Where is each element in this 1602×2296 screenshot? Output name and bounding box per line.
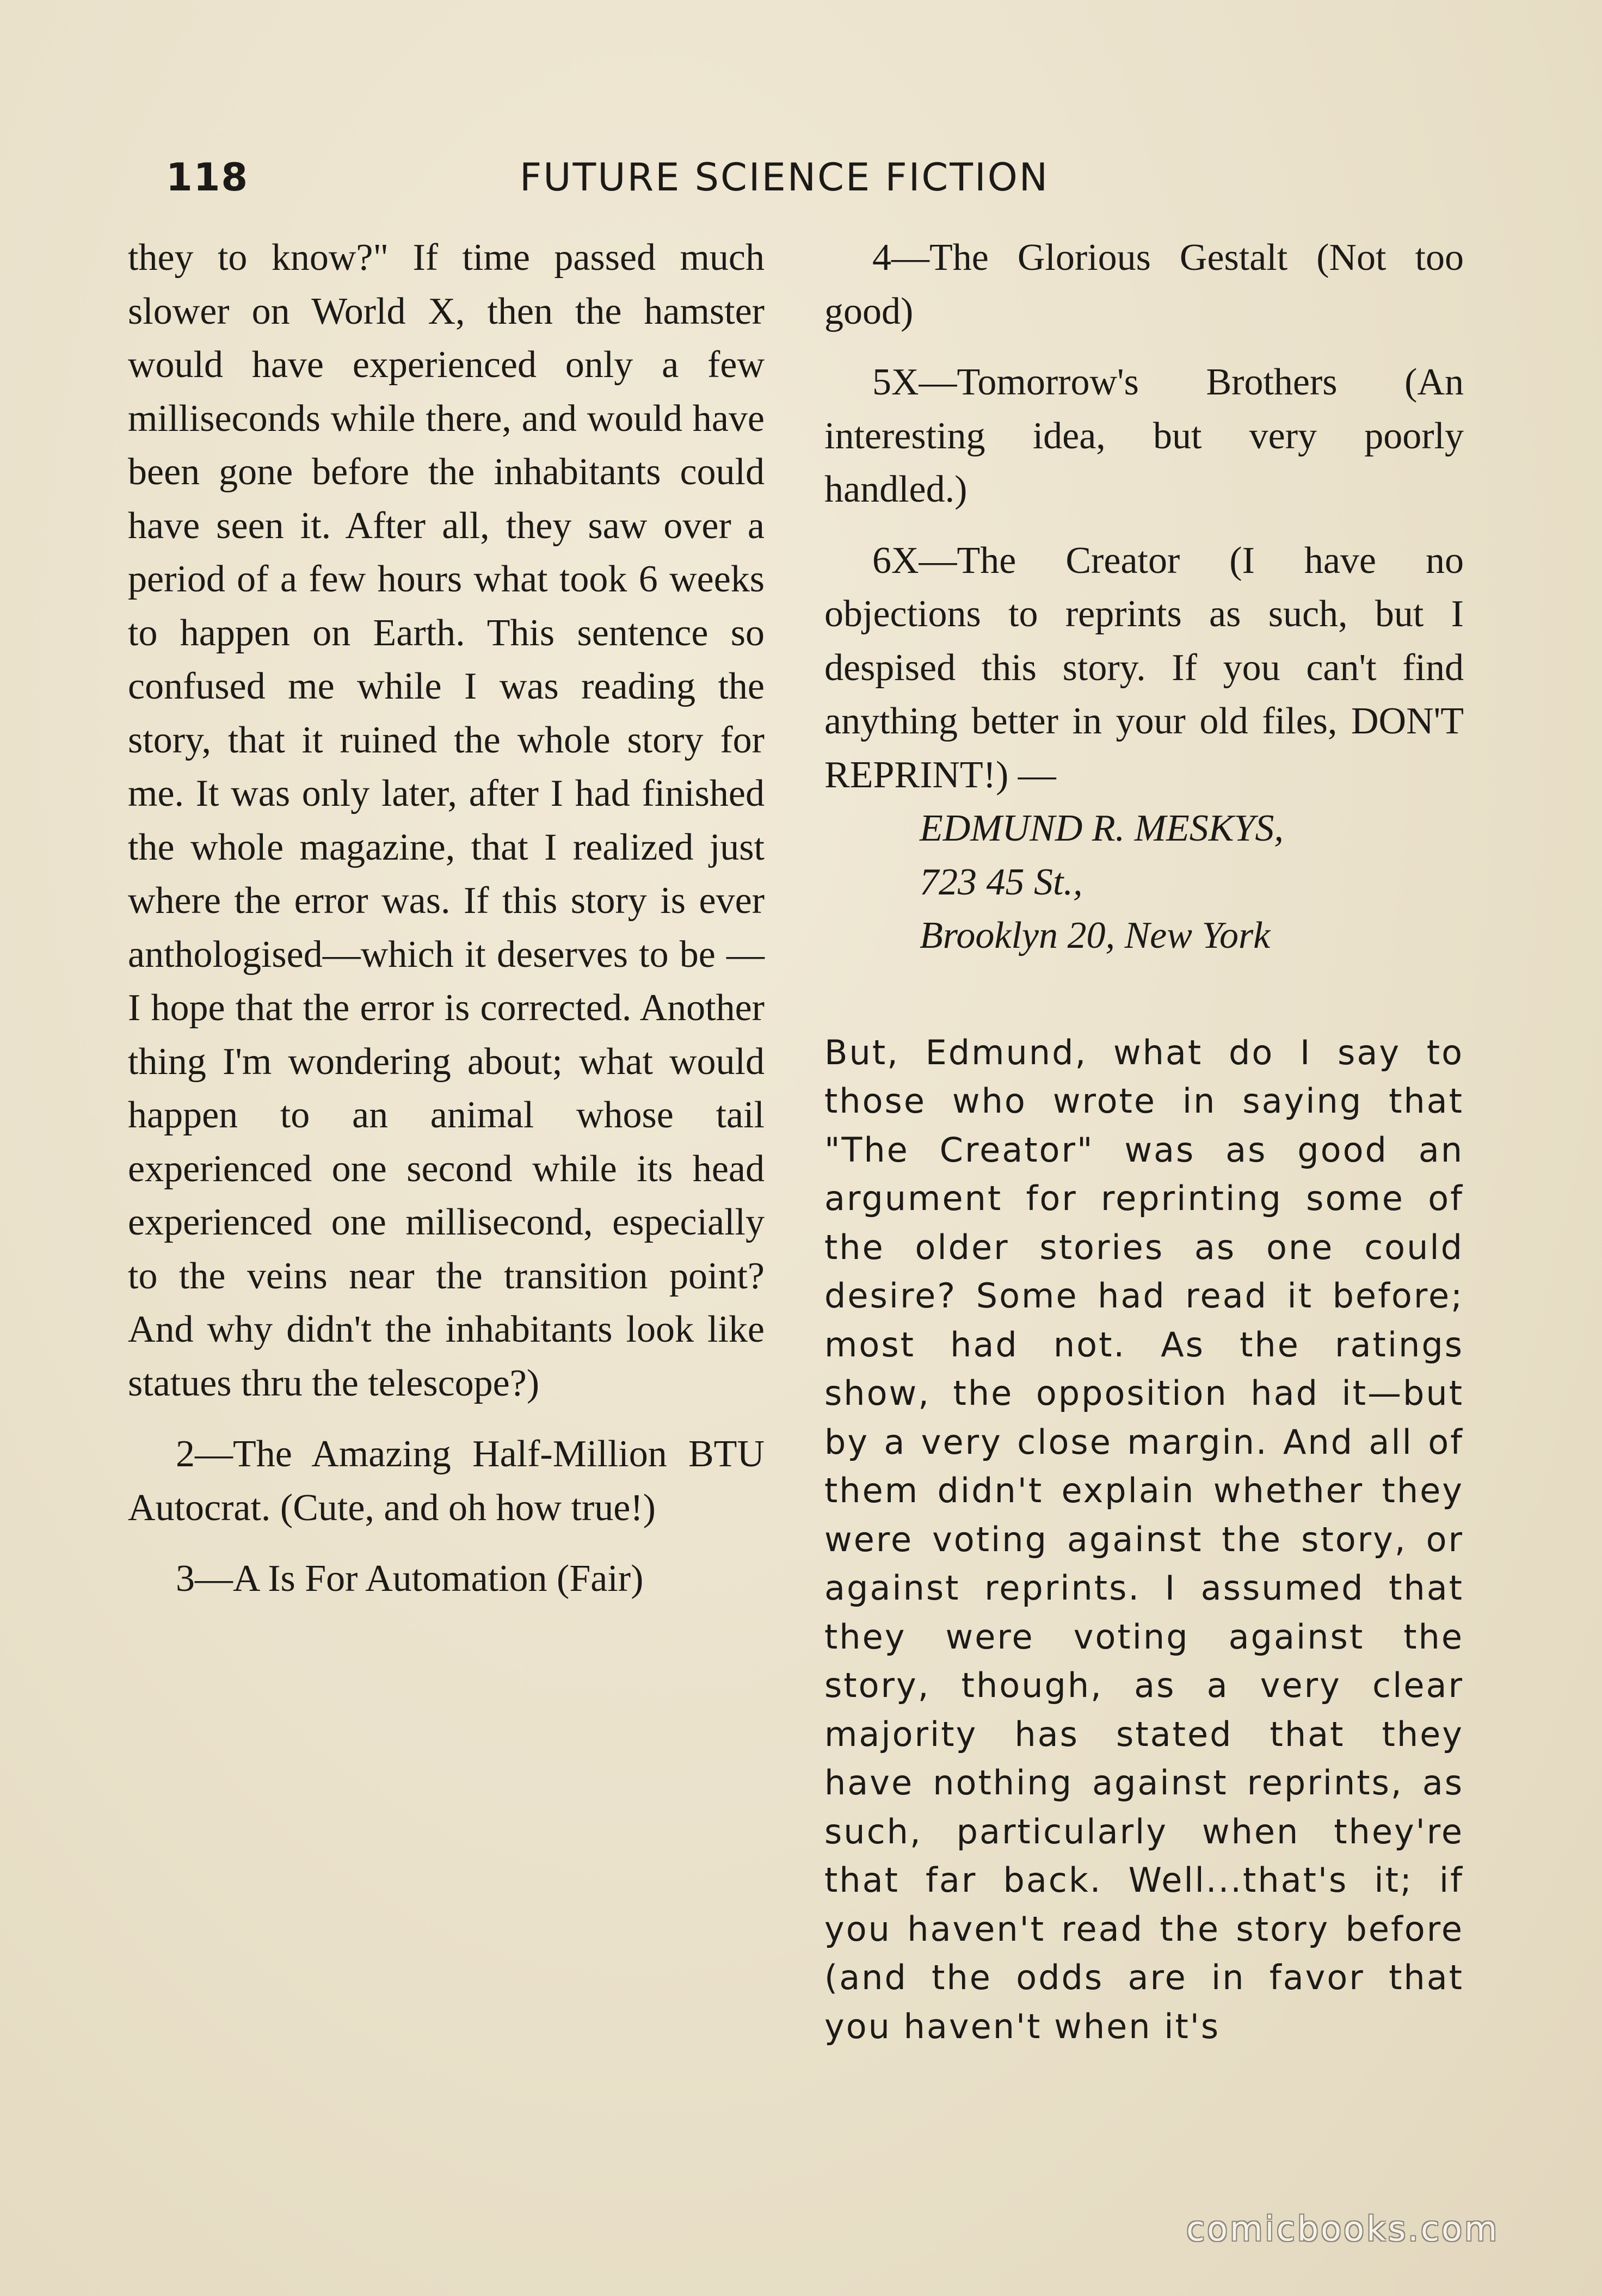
rating-item: 6X—The Creator (I have no objections to reprints as such, but I despised this story. If you can't find anything better in your old files, DON'T REPRINT!) — (824, 539, 1464, 796)
letter-paragraph: they to know?" If time passed much slower on World X, then the hamster would have experienced only a few milliseconds while there, and would have been gone before the inhabitants could have seen it. After all, they saw over a period of a few hours what took 6 weeks to happen on Earth. This sentence so confused me while I was reading the story, that it ruined the whole story for me. It was only later, after I had finished the whole magazine, that I realized just where the error was. If this story is ever anthologised—which it deserves to be —I hope that the error is corrected. Another thing I'm wondering about; what would happen to an animal whose tail experienced one second while its head experienced one millisecond, especially to the veins near the transition point? And why didn't the inhabitants look like statues thru the telescope?) (128, 237, 765, 1404)
running-head: FUTURE SCIENCE FICTION (520, 155, 1050, 200)
page-number: 118 (166, 155, 249, 200)
signature-name: EDMUND R. MESKYS, (920, 807, 1284, 849)
editor-reply: But, Edmund, what do I say to those who wrote in saying that "The Creator" was as good an argument for reprinting some of the older stories as one could desire? Some had read it before; most had not. As the ratings show, the opposition had it—but by a very close margin. And all of them didn't explain whether they were voting against the story, or against reprints. I assumed that they were voting against the story, though, as a very clear majority has stated that they have nothing against reprints, as such, particularly when they're that far back. Well...that's it; if you haven't read the story before (and the odds are in favor that you haven't when it's (824, 1032, 1464, 2046)
signature-address-city: Brooklyn 20, New York (920, 915, 1271, 956)
right-column (824, 231, 1464, 2051)
rating-item: 4—The Glorious Gestalt (Not too good) (824, 237, 1464, 332)
rating-item: 5X—Tomorrow's Brothers (An interesting idea, but very poorly handled.) (824, 361, 1464, 510)
signature-address-street: 723 45 St., (920, 861, 1083, 903)
left-column (128, 231, 765, 1606)
signature-block (824, 802, 1464, 963)
rating-item: 2—The Amazing Half-Million BTU Autocrat. (Cute, and oh how true!) (128, 1433, 765, 1529)
watermark: comicbooks.com (1186, 2209, 1500, 2249)
page-header (166, 155, 1461, 215)
rating-item: 3—A Is For Automation (Fair) (176, 1558, 644, 1600)
